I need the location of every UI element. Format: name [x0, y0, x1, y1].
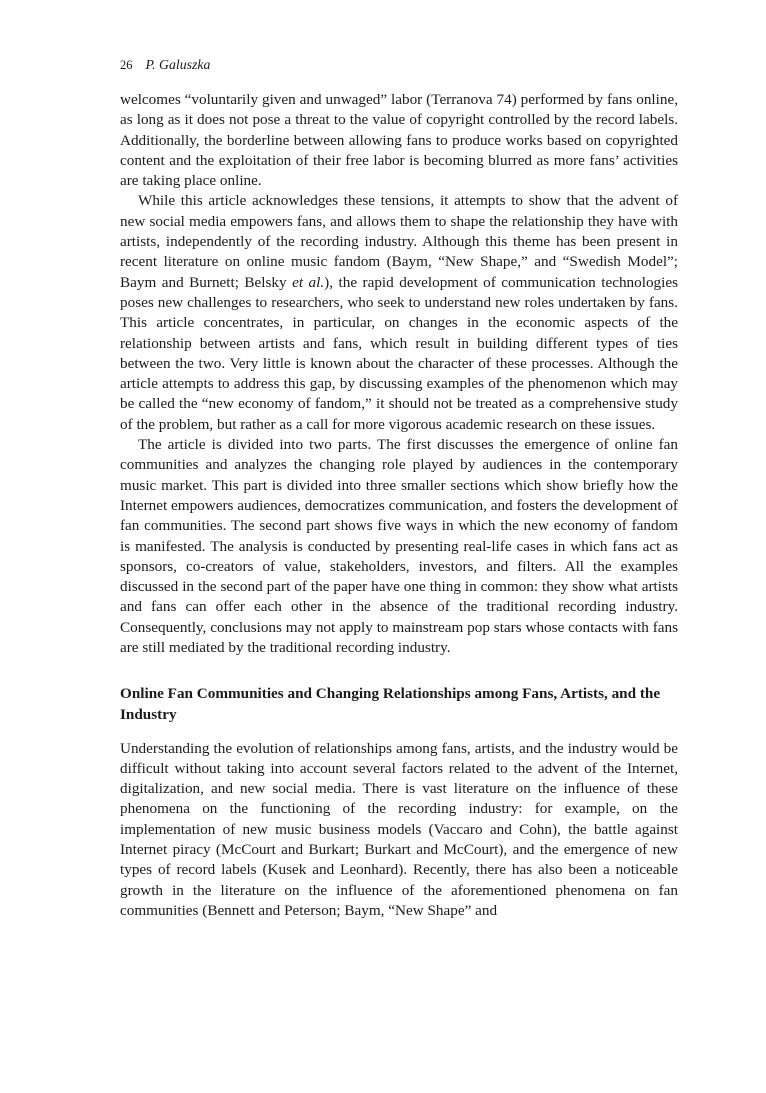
text-run: While this article acknowledges these tensions, it attempts to show that the advent of new social media empowers fans, and allows them to shape the relationship they have with artists, independently of the recording industry. Although this theme has been present in recent literature on online music fandom (Baym, “New Shape,” and “Swedish Model”; Baym and Burnett; Belsky — [120, 192, 678, 291]
paragraph-3: The article is divided into two parts. The first discusses the emergence of online fan communities and analyzes the changing role played by audiences in the contemporary music market. This part is divided into three smaller sections which show briefly how the Internet empowers audiences, democratizes communication, and fosters the development of fan communities. The second part shows five ways in which the new economy of fandom is manifested. The analysis is conducted by presenting real-life cases in which fans act as sponsors, co-creators of value, stakeholders, investors, and filters. All the examples discussed in the second part of the paper have one thing in common: they show what artists and fans can offer each other in the absence of the traditional recording industry. Consequently, conclusions may not apply to mainstream pop stars whose contacts with fans are still mediated by the traditional recording industry. — [120, 436, 678, 657]
paragraph-2 — [120, 191, 678, 435]
paragraph-1: welcomes “voluntarily given and unwaged” labor (Terranova 74) performed by fans online, as long as it does not pose a threat to the value of copyright controlled by the record labels. Additionally, the borderline between allowing fans to produce works based on copyrighted content and the exploitation of their free labor is becoming blurred as more fans’ activities are taking place online. — [120, 91, 678, 190]
text-run: ), the rapid development of communication technologies poses new challenges to researchers, who seek to understand new roles undertaken by fans. This article concentrates, in particular, on changes in the economic aspects of the relationship between artists and fans, which result in building different types of ties between the two. Very little is known about the character of these processes. Although the article attempts to address this gap, by discussing examples of the phenomenon which may be called the “new economy of fandom,” it should not be treated as a comprehensive study of the problem, but rather as a call for more vigorous academic research on these issues. — [120, 273, 679, 433]
page-number: 26 — [120, 58, 133, 72]
running-head-author: P. Galuszka — [145, 57, 211, 72]
running-head — [120, 56, 678, 74]
italic-citation-et-al: et al. — [292, 273, 325, 291]
paragraph-4: Understanding the evolution of relationships among fans, artists, and the industry would be difficult without taking into account several factors related to the advent of the Internet, digitalization, and new social media. There is vast literature on the influence of these phenomena on the functioning of the recording industry: for example, on the implementation of new music business models (Vaccaro and Cohn), the battle against Internet piracy (McCourt and Burkart; Burkart and McCourt), and the emergence of new types of record labels (Kusek and Leonhard). Recently, there has also been a noticeable growth in the literature on the influence of the aforementioned phenomena on fan communities (Bennett and Peterson; Baym, “New Shape” and — [120, 739, 678, 919]
article-body — [120, 90, 678, 921]
section-heading: Online Fan Communities and Changing Relationships among Fans, Artists, and the Industry — [120, 685, 661, 723]
